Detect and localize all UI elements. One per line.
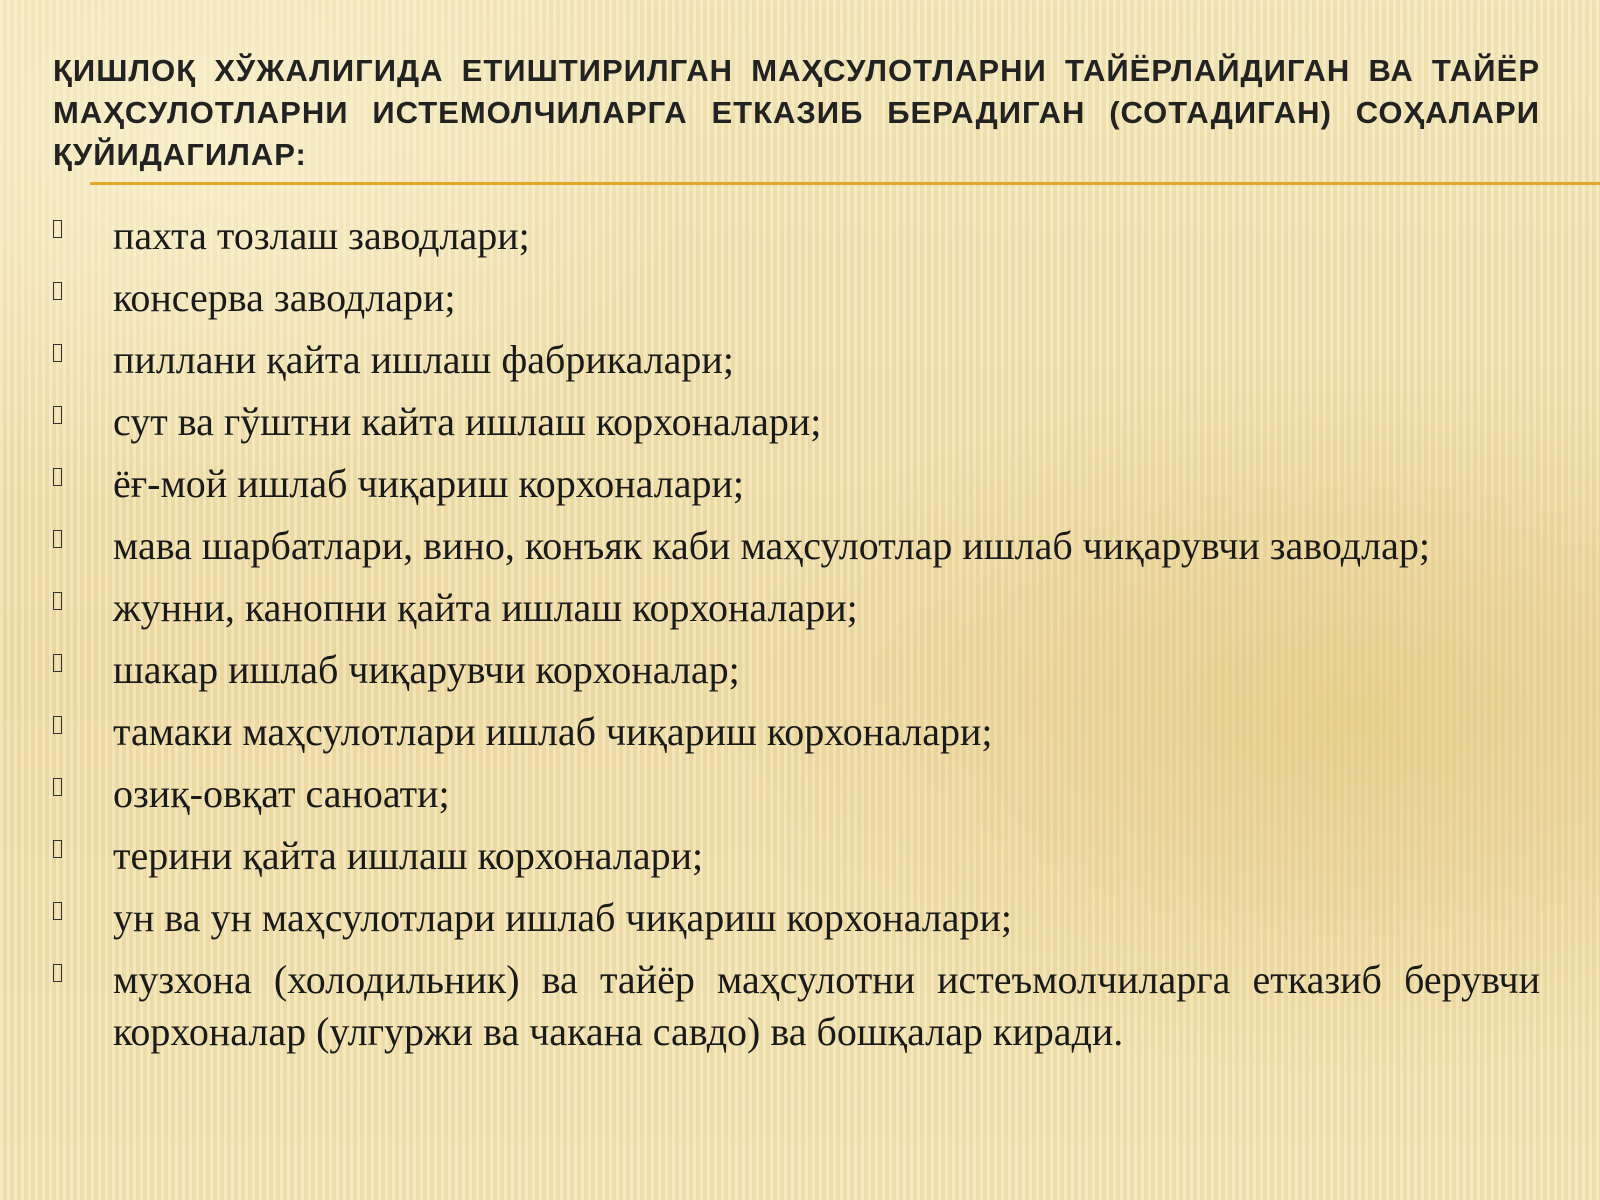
square-bullet-icon — [53, 282, 62, 300]
list-item — [53, 334, 1540, 386]
list-item — [53, 458, 1540, 510]
square-bullet-icon — [53, 530, 62, 548]
square-bullet-icon — [53, 406, 62, 424]
square-bullet-icon — [53, 592, 62, 610]
list-item — [53, 272, 1540, 324]
list-item-text: пахта тозлаш заводлари; — [113, 213, 530, 258]
list-item-text: жунни, канопни қайта ишлаш корхоналари; — [113, 585, 858, 630]
slide-title: ҚИШЛОҚ ХЎЖАЛИГИДА ЕТИШТИРИЛГАН МАҲСУЛОТЛАРНИ ТАЙЁРЛАЙДИГАН ВА ТАЙЁР МАҲСУЛОТЛАРНИ ИСТЕМОЛЧИЛАРГА ЕТКАЗИБ БЕРАДИГАН (СОТАДИГАН) СОҲАЛАРИ ҚУЙИДАГИЛАР: — [53, 53, 1540, 172]
list-item — [53, 830, 1540, 882]
square-bullet-icon — [53, 468, 62, 486]
list-item — [53, 582, 1540, 634]
square-bullet-icon — [53, 964, 62, 982]
list-item-text: пиллани қайта ишлаш фабрикалари; — [113, 337, 734, 382]
list-item — [53, 210, 1540, 262]
square-bullet-icon — [53, 220, 62, 238]
square-bullet-icon — [53, 716, 62, 734]
list-item — [53, 706, 1540, 758]
list-item-text: шакар ишлаб чиқарувчи корхоналар; — [113, 647, 740, 692]
square-bullet-icon — [53, 778, 62, 796]
square-bullet-icon — [53, 344, 62, 362]
list-item — [53, 520, 1540, 572]
list-item — [53, 954, 1540, 1058]
list-item-text: терини қайта ишлаш корхоналари; — [113, 833, 704, 878]
title-underline — [90, 182, 1600, 185]
list-item-text: ёғ-мой ишлаб чиқариш корхоналари; — [113, 461, 745, 506]
bullet-list — [53, 210, 1540, 1068]
list-item-text: консерва заводлари; — [113, 275, 456, 320]
list-item — [53, 892, 1540, 944]
list-item-text: музхона (холодильник) ва тайёр маҳсулотни истеъмолчиларга етказиб берувчи корхоналар (улгуржи ва чакана савдо) ва бошқалар киради. — [113, 957, 1540, 1054]
square-bullet-icon — [53, 654, 62, 672]
list-item-text: ун ва ун маҳсулотлари ишлаб чиқариш корхоналари; — [113, 895, 1013, 940]
list-item-text: озиқ-овқат саноати; — [113, 771, 450, 816]
list-item-text: тамаки маҳсулотлари ишлаб чиқариш корхоналари; — [113, 709, 993, 754]
list-item — [53, 768, 1540, 820]
list-item — [53, 644, 1540, 696]
list-item-text: сут ва гўштни кайта ишлаш корхоналари; — [113, 399, 822, 444]
list-item — [53, 396, 1540, 448]
square-bullet-icon — [53, 840, 62, 858]
square-bullet-icon — [53, 902, 62, 920]
list-item-text: мава шарбатлари, вино, конъяк каби маҳсулотлар ишлаб чиқарувчи заводлар; — [113, 523, 1430, 568]
